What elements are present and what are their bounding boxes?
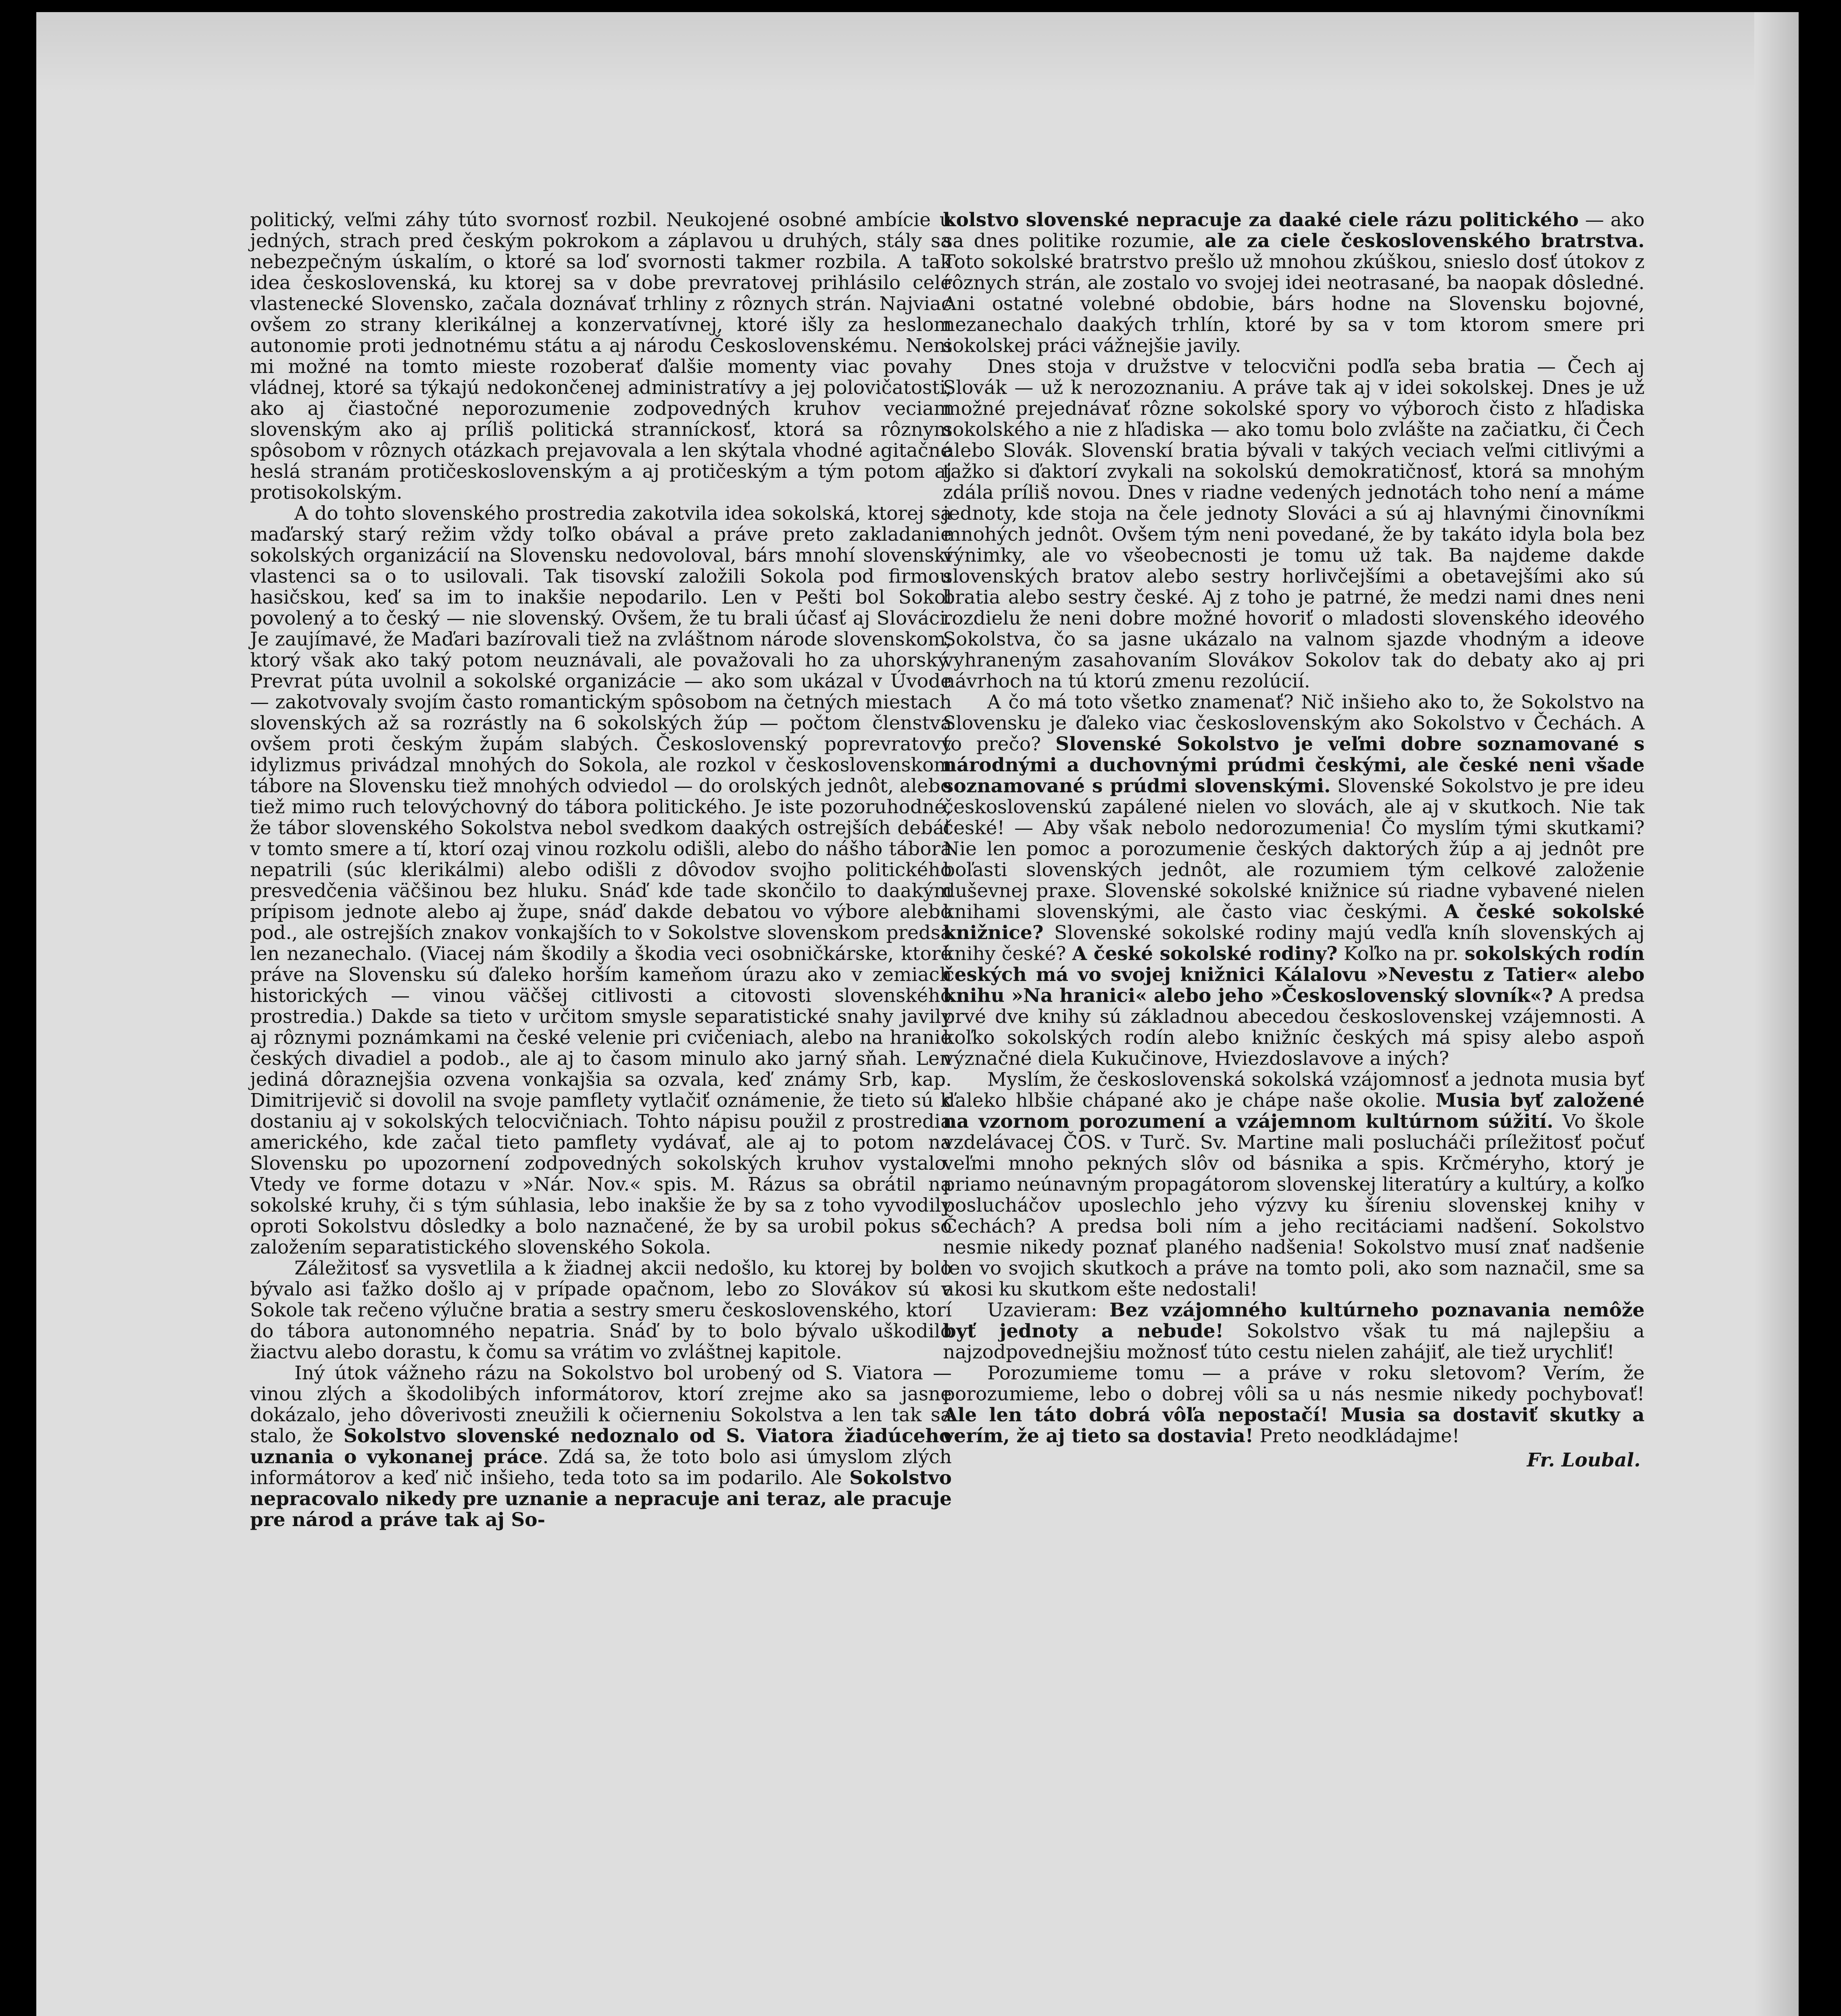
emphasis-text: Slovenské Sokolstvo je veľmi dobre soznamované s národnými a duchovnými prúdmi českými, ale české neni všade soznamované s prúdmi slovenskými. — [943, 733, 1645, 797]
magazine-page — [36, 12, 1799, 2016]
text-run: A čo má toto všetko znamenať? Nič inšieho ako to, že Sokolstvo na Slovensku je ďaleko viac československým ako Sokolstvo v Čechách. A to prečo? — [943, 691, 1645, 755]
emphasis-text: sokolských rodín českých má vo svojej knižnici Kálalovu »Nevestu z Tatier« alebo knihu »Na hranici« alebo jeho »Československý slovník«? — [943, 943, 1645, 1007]
text-run: — ako sa dnes politike rozumie, — [943, 209, 1645, 252]
emphasis-text: Sokolstvo nepracovalo nikedy pre uznanie a nepracuje ani teraz, ale pracuje pre národ a práve tak aj So- — [250, 1467, 952, 1531]
paragraph — [943, 1363, 1645, 1447]
text-run: Toto sokolské bratrstvo prešlo už mnohou zkúškou, snieslo dosť útokov z rôznych strán, ale zostalo vo svojej idei neotrasané, ba naopak dôsledné. Ani ostatné volebné obdobie, bárs hodne na Slovensku bojovné, nezanechalo daakých trhlín, ktoré by sa v tom ktorom smere pri sokolskej práci vážnejšie javily. — [943, 251, 1645, 357]
emphasis-text: Musia byť založené na vzornom porozumení a vzájemnom kultúrnom súžití. — [943, 1089, 1645, 1133]
paragraph — [943, 1069, 1645, 1300]
text-run: Iný útok vážneho rázu na Sokolstvo bol urobený od S. Viatora — vinou zlých a škodolibých informátorov, ktorí zrejme ako sa jasne dokázalo, jeho dôverivosti zneužili k očierneniu Sokolstva a len tak sa stalo, že — [250, 1362, 952, 1447]
text-run: Sokolstvo však tu má najlepšiu a najzodpovednejšiu možnosť túto cestu nielen zahájiť, ale tiež urychliť! — [943, 1320, 1645, 1363]
emphasis-text: Sokolstvo slovenské nedoznalo od S. Viatora žiadúceho uznania o vykonanej práce — [250, 1425, 952, 1468]
paragraph — [943, 692, 1645, 1069]
text-run: Slovenské sokolské rodiny majú vedľa kníh slovenských aj knihy české? — [943, 922, 1645, 965]
text-run: A predsa prvé dve knihy sú základnou abecedou československej vzájemnosti. A koľko sokolských rodín alebo knižníc českých má spisy alebo aspoň význačné diela Kukučinove, Hviezdoslavove a iných? — [943, 985, 1645, 1070]
paragraph — [943, 210, 1645, 356]
emphasis-text: Bez vzájomného kultúrneho poznavania nemôže byť jednoty a nebude! — [943, 1299, 1645, 1342]
emphasis-text: Ale len táto dobrá vôľa nepostačí! Musia sa dostaviť skutky a verím, že aj tieto sa dostavia! — [943, 1404, 1645, 1447]
text-run: Koľko na pr. — [1337, 943, 1465, 965]
text-run: Uzavieram: — [987, 1299, 1109, 1321]
page-shading-top — [36, 12, 1799, 93]
text-run: Porozumieme tomu — a práve v roku sletovom? Verím, že porozumieme, lebo o dobrej vôli sa u nás nesmie nikedy pochybovať! — [943, 1362, 1645, 1405]
text-run: Slovenské Sokolstvo je pre ideu československú zapálené nielen vo slovách, ale aj v skutkoch. Nie tak české! — Aby však nebolo nedorozumenia! Čo myslím tými skutkami? Nie len pomoc a porozumenie českých daktorých žúp a aj jednôt pre boľasti slovenských jednôt, ale rozumiem tým celkové založenie duševnej praxe. Slovenské sokolské knižnice sú riadne vybavené nielen knihami slovenskými, ale často viac českými. — [943, 775, 1645, 923]
emphasis-text: kolstvo slovenské nepracuje za daaké ciele rázu politického — [943, 209, 1579, 231]
paragraph — [250, 1363, 952, 1531]
paragraph: Záležitosť sa vysvetlila a k žiadnej akcii nedošlo, ku ktorej by bolo bývalo asi ťažko došlo aj v prípade opačnom, lebo zo Slovákov sú v Sokole tak rečeno výlučne bratia a sestry smeru československého, ktorí do tábora autonomného nepatria. Snáď by to bolo bývalo uškodilo žiactvu alebo dorastu, k čomu sa vrátim vo zvláštnej kapitole. — [250, 1257, 952, 1363]
paragraph: politický, veľmi záhy túto svornosť rozbil. Neukojené osobné ambície u jedných, strach pred českým pokrokom a záplavou u druhých, stály sa nebezpečným úskalím, o ktoré sa loď svornosti takmer rozbila. A tak idea československá, ku ktorej sa v dobe prevratovej prihlásilo celé vlastenecké Slovensko, začala doznávať trhliny z rôznych strán. Najviac ovšem zo strany klerikálnej a konzervatívnej, ktoré išly za heslom autonomie proti jednotnému státu a aj národu Československému. Neni mi možné na tomto mieste rozoberať ďalšie momenty viac povahy vládnej, ktoré sa týkajú nedokončenej administratívy a jej polovičatosti, ako aj čiastočné neporozumenie zodpovedných kruhov veciam slovenským ako aj príliš politická stranníckosť, ktorá sa rôznym spôsobom v rôznych otázkach prejavovala a len skýtala vhodné agitačné heslá stranám protičeskoslovenským a aj protičeským a tým potom aj protisokolským. — [250, 209, 952, 504]
paragraph: A do tohto slovenského prostredia zakotvila idea sokolská, ktorej sa maďarský starý režim vždy toľko obával a práve preto zakladanie sokolských organizácií na Slovensku nedovoloval, bárs mnohí slovenskí vlastenci sa o to usilovali. Tak tisovskí založili Sokola pod firmou hasičskou, keď sa im to inakšie nepodarilo. Len v Pešti bol Sokol povolený a to český — nie slovenský. Ovšem, že tu brali účasť aj Slováci. Je zaujímavé, že Maďari bazírovali tiež na zvláštnom národe slovenskom, ktorý však ako taký potom neuznávali, ale považovali ho za uhorský. Prevrat púta uvolnil a sokolské organizácie — ako som ukázal v Úvode — zakotvovaly svojím často romantickým spôsobom na četných miestach slovenských až sa rozrástly na 6 sokolských žúp — počtom členstva ovšem proti českým župám slabých. Československý poprevratový idylizmus privádzal mnohých do Sokola, ale rozkol v československom tábore na Slovensku tiež mnohých odviedol — do orolských jednôt, alebo tiež mimo ruch telovýchovný do tábora politického. Je iste pozoruhodné, že tábor slovenského Sokolstva nebol svedkom daakých ostrejších debát v tomto smere a tí, ktorí ozaj vinou rozkolu odišli, alebo do nášho tábora nepatrili (súc klerikálmi) alebo odišli z dôvodov svojho politického presvedčenia väčšinou bez hluku. Snáď kde tade skončilo to daakým prípisom jednote alebo aj župe, snáď dakde debatou vo výbore alebo pod., ale ostrejších znakov vonkajších to v Sokolstve slovenskom predsa len nezanechalo. (Viacej nám škodily a škodia veci osobničkárske, ktoré práve na Slovensku sú ďaleko horším kameňom úrazu ako v zemiach historických — vinou väčšej citlivosti a citovosti slovenského prostredia.) Dakde sa tieto v určitom smysle separatistické snahy javily aj rôznymi poznámkami na české velenie pri cvičeniach, alebo na hranie českých divadiel a podob., ale aj to časom minulo ako jarný sňah. Len jediná dôraznejšia ozvena vonkajšia sa ozvala, keď známy Srb, kap. Dimitrijevič si dovolil na svoje pamflety vytlačiť oznámenie, že tieto sú k dostaniu aj v sokolských telocvičniach. Tohto nápisu použil z prostredia amerického, kde začal tieto pamflety vydávať, ale aj to potom na Slovensku po upozornení zodpovedných sokolských kruhov vystalo. Vtedy ve forme dotazu v »Nár. Nov.« spis. M. Rázus sa obrátil na sokolské kruhy, či s tým súhlasia, lebo inakšie že by sa z toho vyvodily oproti Sokolstvu dôsledky a bolo naznačené, že by sa urobil pokus so založením separatistického slovenského Sokola. — [250, 502, 952, 1258]
emphasis-text: A české sokolské knižnice? — [943, 901, 1645, 944]
text-run: Myslím, že československá sokolská vzájomnosť a jednota musia byť ďaleko hlbšie chápané ako je chápe naše okolie. — [943, 1068, 1645, 1112]
paragraph — [943, 1300, 1645, 1363]
page-shading-right — [1754, 12, 1799, 2016]
paragraph: Dnes stoja v družstve v telocvični podľa seba bratia — Čech aj Slovák — už k nerozoznaniu. A práve tak aj v idei sokolskej. Dnes je už možné prejednávať rôzne sokolské spory vo výboroch čisto z hľadiska sokolského a nie z hľadiska — ako tomu bolo zvlášte na začiatku, či Čech alebo Slovák. Slovenskí bratia bývali v takých veciach veľmi citlivými a ťažko si ďaktorí zvykali na sokolskú demokratičnosť, ktorá sa mnohým zdála príliš novou. Dnes v riadne vedených jednotách toho není a máme jednoty, kde stoja na čele jednoty Slováci a sú aj hlavnými činovníkmi mnohých jednôt. Ovšem tým neni povedané, že by takáto idyla bola bez výnimky, ale vo všeobecnosti je tomu už tak. Ba najdeme dakde slovenských bratov alebo sestry horlivčejšími a obetavejšími ako sú bratia alebo sestry české. Aj z toho je patrné, že medzi nami dnes neni rozdielu že neni dobre možné hovoriť o mladosti slovenského ideového Sokolstva, čo sa jasne ukázalo na valnom sjazde vhodným a ideove vyhraneným zasahovaním Slovákov Sokolov tak do debaty ako aj pri návrhoch na tú ktorú zmenu rezolúcií. — [943, 356, 1645, 692]
author-signature: Fr. Loubal. — [1527, 1449, 1641, 1471]
text-run: Vo škole vzdelávacej ČOS. v Turč. Sv. Martine mali poslucháči príležitosť počuť veľmi mnoho pekných slôv od básnika a spis. Krčméryho, ktorý je priamo neúnavným propagátorom slovenskej literatúry a kultúry, a koľko poslucháčov uposlechlo jeho výzvy ku šíreniu slovenskej knihy v Čechách? A predsa boli ním a jeho recitáciami nadšení. Sokolstvo nesmie nikedy poznať planého nadšenia! Sokolstvo musí znať nadšenie len vo svojich skutkoch a práve na tomto poli, ako som naznačil, sme sa akosi ku skutkom ešte nedostali! — [943, 1110, 1645, 1300]
left-text-column — [250, 210, 952, 1531]
text-run: . Zdá sa, že toto bolo asi úmyslom zlých informátorov a keď nič inšieho, teda toto sa im podarilo. Ale — [250, 1446, 952, 1489]
right-text-column — [943, 210, 1645, 1471]
emphasis-text: A české sokolské rodiny? — [1072, 943, 1338, 965]
emphasis-text: ale za ciele československého bratrstva. — [1205, 230, 1645, 252]
floral-fleuron-icon — [936, 2012, 1016, 2016]
text-run: Preto neodkládajme! — [1253, 1425, 1460, 1447]
